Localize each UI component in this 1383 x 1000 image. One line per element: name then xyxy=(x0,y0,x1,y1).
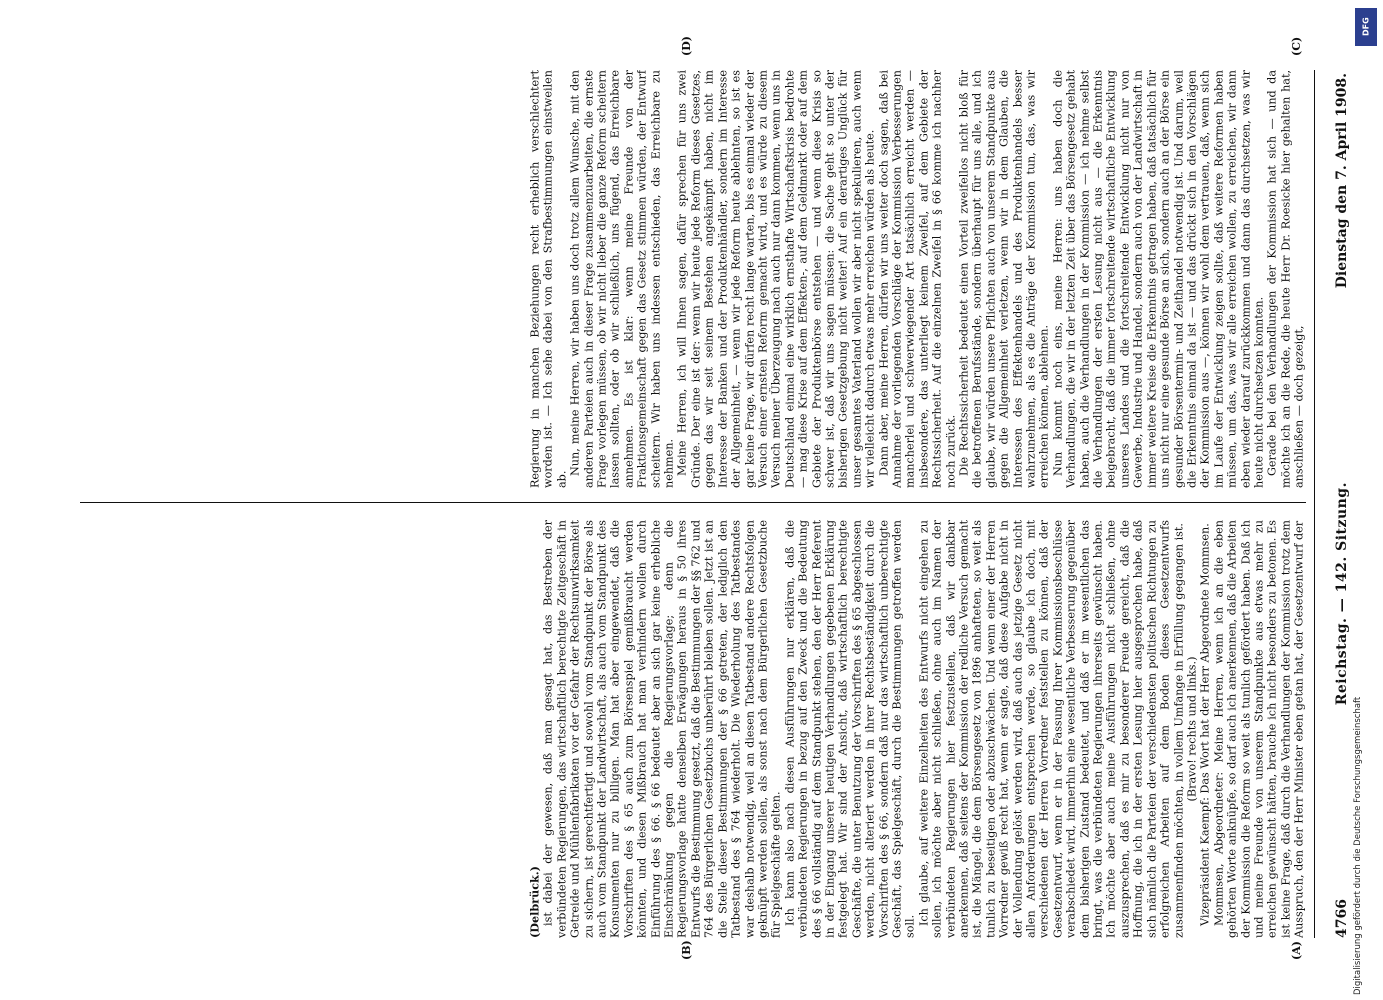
paragraph: Die Rechtssicherheit bedeutet einen Vorteil zweifellos nicht bloß für die betroffenen Berufsstände, sondern überhaupt für uns alle, und ich glaube, wir würden unsere Pflichten auch von unserem Standpunkte aus gegen die Allgemeinheit verletzen, wenn wir in dem Glauben, die Interessen des Effektenhandels und des Produktenhandels besser wahrzunehmen, als es die Anträge der Kommission tun, das, was wir erreichen können, ablehnen. xyxy=(957,70,1051,488)
vice-president-announcement: Vizepräsident Kaempf: Das Wort hat der Herr Abgeordnete Mommsen. xyxy=(1198,523,1212,926)
margin-mark-a: (A) xyxy=(1290,941,1303,960)
paragraph: Gerade bei den Verhandlungen der Kommission hat sich — und da möchte ich an die Rede, die heute Herr Dr. Roesicke hier gehalten hat, anschließen — doch gezeigt, xyxy=(1265,70,1306,488)
paragraph: Regierung in manchen Beziehungen recht erheblich verschlechtert worden ist. — Ich sehe dabei von den Strafbestimmungen einstweilen ab. xyxy=(528,70,569,488)
column-divider xyxy=(80,502,1306,503)
margin-mark-d: (D) xyxy=(680,36,693,56)
applause-note: (Bravo! rechts und links.) xyxy=(1185,656,1199,802)
speech-mommsen: Mommsen, Abgeordneter: Meine Herren, wenn ich an die eben gehörten Worte anknüpfe, so darf auch ich anerkennen, daß die Arbeiten der Kommission die Reform so weit als tunlich gefördert haben. Daß ich und meine Freunde von unserem Standpunkte aus etwas mehr zu erreichen gewünscht hätten, brauche ich nicht besonders zu betonen. Es ist keine Frage, daß durch die Verhandlungen der Kommission trotz dem Ausspruch, den der Herr Minister eben getan hat, der Gesetzentwurf der xyxy=(1212,520,1306,938)
speaker-continuation-label: (Delbrück.) xyxy=(527,866,542,938)
header-rule xyxy=(1314,70,1315,938)
digitization-note: Digitalisierung gefördert durch die Deutsche Forschungsgemeinschaft xyxy=(1353,696,1363,995)
right-column xyxy=(80,70,1306,488)
paragraph: Dann aber, meine Herren, dürfen wir uns weiter doch sagen, daß bei Annahme der vorliegenden Vorschläge der Kommission Verbesserungen mancherlei und schwerwiegender Art tatsächlich erreicht werden — insbesondere, das unterliegt keinem Zweifel, auf dem Gebiete der Rechtssicherheit. Auf die einzelnen Zweifel in § 66 komme ich nachher noch zurück. xyxy=(877,70,958,488)
paragraph: Nun kommt noch eins, meine Herren: uns haben doch die Verhandlungen, die wir in der letzten Zeit über das Börsengesetz gehabt haben, auch die Verhandlungen in der Kommission — ich nehme selbst die Verhandlungen der ersten Lesung nicht aus — die Erkenntnis beigebracht, daß die immer fortschreitende wirtschaftliche Entwicklung unseres Landes und die fortschreitende Entwicklung nicht nur von Gewerbe, Industrie und Handel, sondern auch von der Landwirtschaft in immer weitere Kreise die Erkenntnis getragen haben, daß tatsächlich für uns nicht nur eine gesunde Börse an sich, sondern auch an der Börse ein gesunder Börsentermin- und Zeithandel notwendig ist. Und darum, weil die Erkenntnis einmal da ist — und das drückt sich in den Vorschlägen der Kommission aus —, können wir wohl dem vertrauen, daß, wenn sich im Laufe der Entwicklung zeigen sollte, daß weitere Reformen haben müssen, um das, was wir alle erreichen wollen, zu erreichen, wir dann eben wieder darauf zurückkommen und dann das durchsetzen, was wir heute nicht durchsetzen konnten. xyxy=(1051,70,1266,488)
session-title: Reichstag. — 142. Sitzung. xyxy=(1334,482,1350,706)
page-number: 4766 xyxy=(1334,899,1350,938)
paragraph: Nun, meine Herren, wir haben uns doch trotz allem Wunsche, mit den anderen Parteien auch in dieser Frage zusammenzuarbeiten, die ernste Frage vorlegen müssen, ob wir nicht lieber die ganze Reform scheitern lassen sollten, oder ob wir schließlich, uns fügend, das Erreichbare annehmen. Es ist klar: wenn meine Freunde von der Fraktionsgemeinschaft gegen das Gesetz stimmen würden, der Entwurf scheitern. Wir haben uns indessen entschieden, das Erreichbare zu nehmen. xyxy=(568,70,676,488)
left-column xyxy=(80,520,1306,938)
margin-mark-c: (C) xyxy=(1290,36,1303,56)
paragraph: Ich glaube, auf weitere Einzelheiten des Entwurfs nicht eingehen zu sollen, ich möchte aber nicht schließen, ohne auch im Namen der verbündeten Regierungen hier festzustellen, daß wir dankbar anerkennen, daß seitens der Kommission der redliche Versuch gemacht ist, die Mängel, die dem Börsengesetz von 1896 anhafteten, so weit als tunlich zu beseitigen oder abzuschwächen. Und wenn einer der Herren Vorredner gewiß recht hat, wenn er sagte, daß diese Aufgabe nicht in der Vollendung gelöst werden wird, daß auch das jetzige Gesetz nicht allen Anforderungen entsprechen werde, so glaube ich doch, mit verschiedenen der Herren Vorredner feststellen zu können, daß der Gesetzentwurf, wenn er in der Fassung Ihrer Kommissionsbeschlüsse verabschiedet wird, immerhin eine wesentliche Verbesserung gegenüber dem bisherigen Zustand bedeutet, und daß er im wesentlichen das bringt, was die verbündeten Regierungen ihrerseits gewünscht haben. Ich möchte aber auch meine Ausführungen nicht schließen, ohne auszusprechen, daß es mir zu besonderer Freude gereicht, daß die Hoffnung, die ich in der ersten Lesung hier ausgesprochen habe, daß sich nämlich die Parteien der verschiedensten politischen Richtungen zu erfolgreichen Arbeiten auf dem Boden dieses Gesetzentwurfs zusammenfinden möchten, in vollem Umfange in Erfüllung gegangen ist. xyxy=(917,520,1185,938)
paragraph: Ich kann also nach diesen Ausführungen nur erklären, daß die verbündeten Regierungen in bezug auf den Zweck und die Bedeutung des § 66 vollständig auf dem Standpunkt stehen, den der Herr Referent in der Eingang unserer heutigen Verhandlungen gegebenen Erklärung festgelegt hat. Wir sind der Ansicht, daß wirtschaftlich berechtigte Geschäfte, die unter Benutzung der Vorschriften des § 65 abgeschlossen werden, nicht alteriert werden in ihrer Rechtsbeständigkeit durch die Vorschriften des § 66, sondern daß nur das wirtschaftlich unberechtigte Geschäft, das Spielgeschäft, durch die Bestimmungen getroffen werden soll. xyxy=(783,520,917,938)
dfg-logo: DFG xyxy=(1355,8,1377,46)
paragraph: Meine Herren, ich will Ihnen sagen, dafür sprechen für uns zwei Gründe. Der eine ist der: wenn wir heute jede Reform dieses Gesetzes, gegen das wir seit seinem Bestehen angekämpft haben, nicht im Interesse der Banken und der Produktenhändler, sondern im Interesse der Allgemeinheit, — wenn wir jede Reform heute ablehnten, so ist es gar keine Frage, wir dürfen recht lange warten, bis es einmal wieder der Versuch einer ernsten Reform gemacht wird, und es würde zu diesem Versuch meiner Überzeugung nach auch nur dann kommen, wenn uns in Deutschland einmal eine wirklich ernsthafte Wirtschaftskrisis bedrohte — mag diese Krise auf dem Effekten-, auf dem Geldmarkt oder auf dem Gebiete der Produktenbörse entstehen — und wenn diese Krisis so schwer ist, daß wir uns sagen müssen: die Sache geht so unter der bisherigen Gesetzgebung nicht weiter! Auf ein derartiges Unglück für unser gesamtes Vaterland wollen wir aber nicht spekulieren, auch wenn wir vielleicht dadurch etwas mehr erreichen würden als heute. xyxy=(675,70,877,488)
page-header xyxy=(1334,73,1350,938)
margin-mark-b: (B) xyxy=(680,940,693,960)
session-date: Dienstag den 7. April 1908. xyxy=(1334,73,1350,289)
paragraph: ist dabei der gewesen, daß man gesagt hat, das Bestreben der verbündeten Regierungen, das wirtschaftlich berechtigte Zeitgeschäft in Getreide und Mühlenfabrikaten vor der Gefahr der Rechtsunwirksamkeit zu sichern, ist gerechtfertigt und sowohl vom Standpunkt der Börse als auch vom Standpunkt der Landwirtschaft, als auch vom Standpunkt des Konsumenten nur zu billigen. Man hat aber eingewendet, daß die Vorschriften des § 65 auch zum Börsenspiel gemißbraucht werden könnten, und diesen Mißbrauch hat man verhindern wollen durch Einführung des § 66. § 66 bedeutet aber an sich gar keine erhebliche Einschränkung gegen die Regierungsvorlage; denn die Regierungsvorlage hatte denselben Erwägungen heraus in § 50 ihres Entwurfs die Bestimmung gesetzt, daß die Bestimmungen der §§ 762 und 764 des Bürgerlichen Gesetzbuchs unberührt bleiben sollen. Jetzt ist an die Stelle dieser Bestimmungen der § 66 getreten, der lediglich den Tatbestand des § 764 wiederholt. Die Wiederholung des Tatbestandes war deshalb notwendig, weil an diesen Tatbestand andere Rechtsfolgen geknüpft werden sollen, als sonst nach dem Bürgerlichen Gesetzbuche für Spielgeschäfte gelten. xyxy=(541,520,783,938)
